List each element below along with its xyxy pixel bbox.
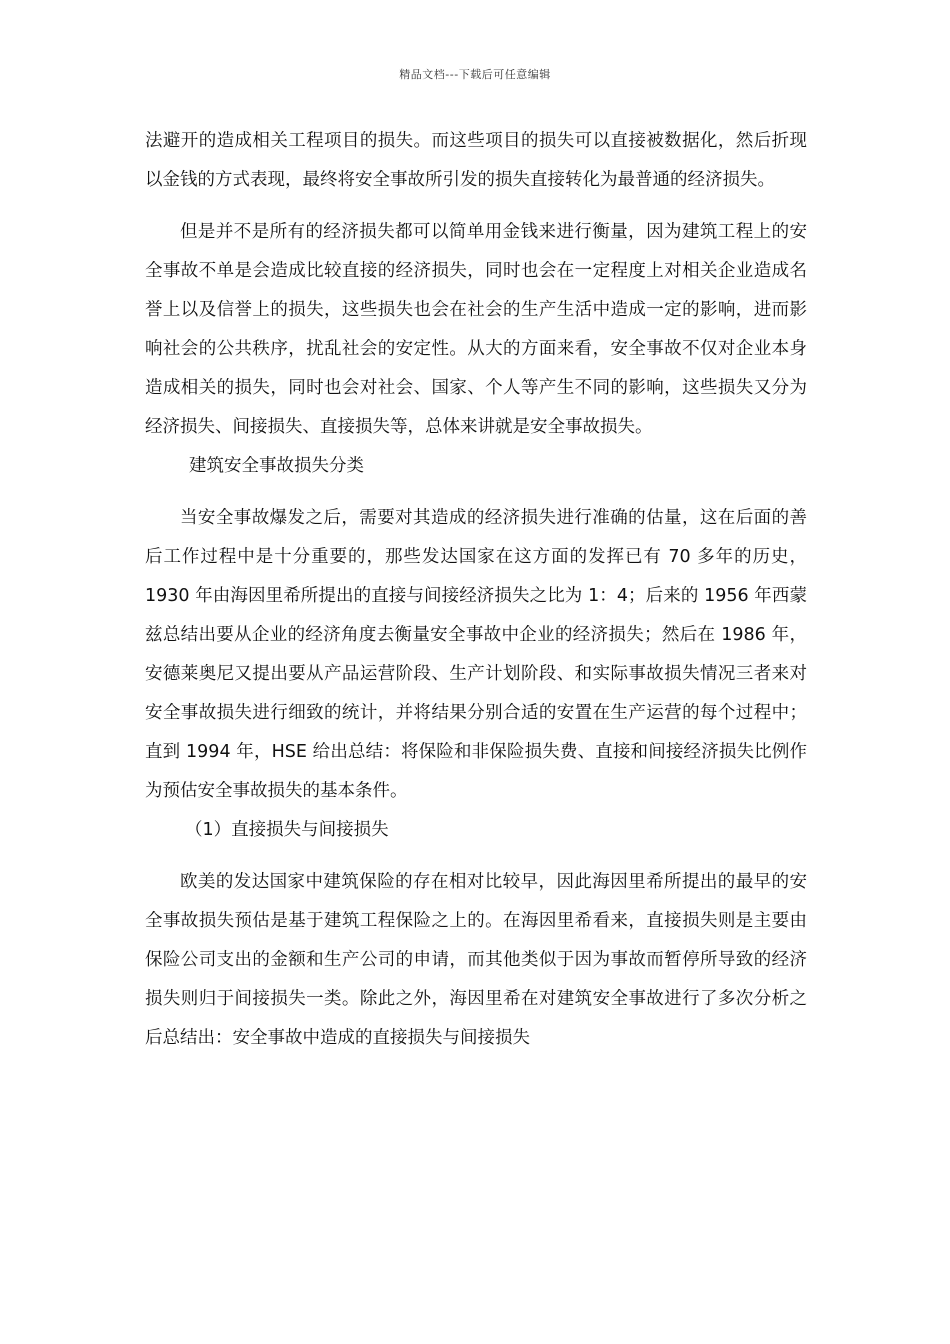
paragraph-economic-loss: 但是并不是所有的经济损失都可以简单用金钱来进行衡量，因为建筑工程上的安全事故不单是会造成比较直接的经济损失，同时也会在一定程度上对相关企业造成名誉上以及信誉上的损失，这些损失也会在社会的生产生活中造成一定的影响，进而影响社会的公共秩序，扰乱社会的安定性。从大的方面来看，安全事故不仅对企业本身造成相关的损失，同时也会对社会、国家、个人等产生不同的影响，这些损失又分为经济损失、间接损失、直接损失等，总体来讲就是安全事故损失。	[145, 222, 807, 437]
paragraph-loss-history: 当安全事故爆发之后，需要对其造成的经济损失进行准确的估量，这在后面的善后工作过程中是十分重要的，那些发达国家在这方面的发挥已有 70 多年的历史，1930 年由海因里希所提出的直接与间接经济损失之比为 1：4；后来的 1956 年西蒙兹总结出要从企业的经济角度去衡量安全事故中企业的经济损失；然后在 1986 年，安德莱奥尼又提出要从产品运营阶段、生产计划阶段、和实际事故损失情况三者来对安全事故损失进行细致的统计，并将结果分别合适的安置在生产运营的每个过程中；直到 1994 年，HSE 给出总结：将保险和非保险损失费、直接和间接经济损失比例作为预估安全事故损失的基本条件。	[145, 508, 807, 801]
section-heading-classification: 建筑安全事故损失分类	[189, 456, 364, 476]
document-body	[145, 122, 807, 1058]
page-header: 精品文档---下载后可任意编辑	[399, 68, 551, 81]
paragraph-heinrich: 欧美的发达国家中建筑保险的存在相对比较早，因此海因里希所提出的最早的安全事故损失预估是基于建筑工程保险之上的。在海因里希看来，直接损失则是主要由保险公司支出的金额和生产公司的申请，而其他类似于因为事故而暂停所导致的经济损失则归于间接损失一类。除此之外，海因里希在对建筑安全事故进行了多次分析之后总结出：安全事故中造成的直接损失与间接损失	[145, 872, 807, 1048]
subsection-heading-direct-indirect: （1）直接损失与间接损失	[185, 820, 389, 840]
paragraph-continuation: 法避开的造成相关工程项目的损失。而这些项目的损失可以直接被数据化，然后折现以金钱的方式表现，最终将安全事故所引发的损失直接转化为最普通的经济损失。	[145, 131, 807, 190]
